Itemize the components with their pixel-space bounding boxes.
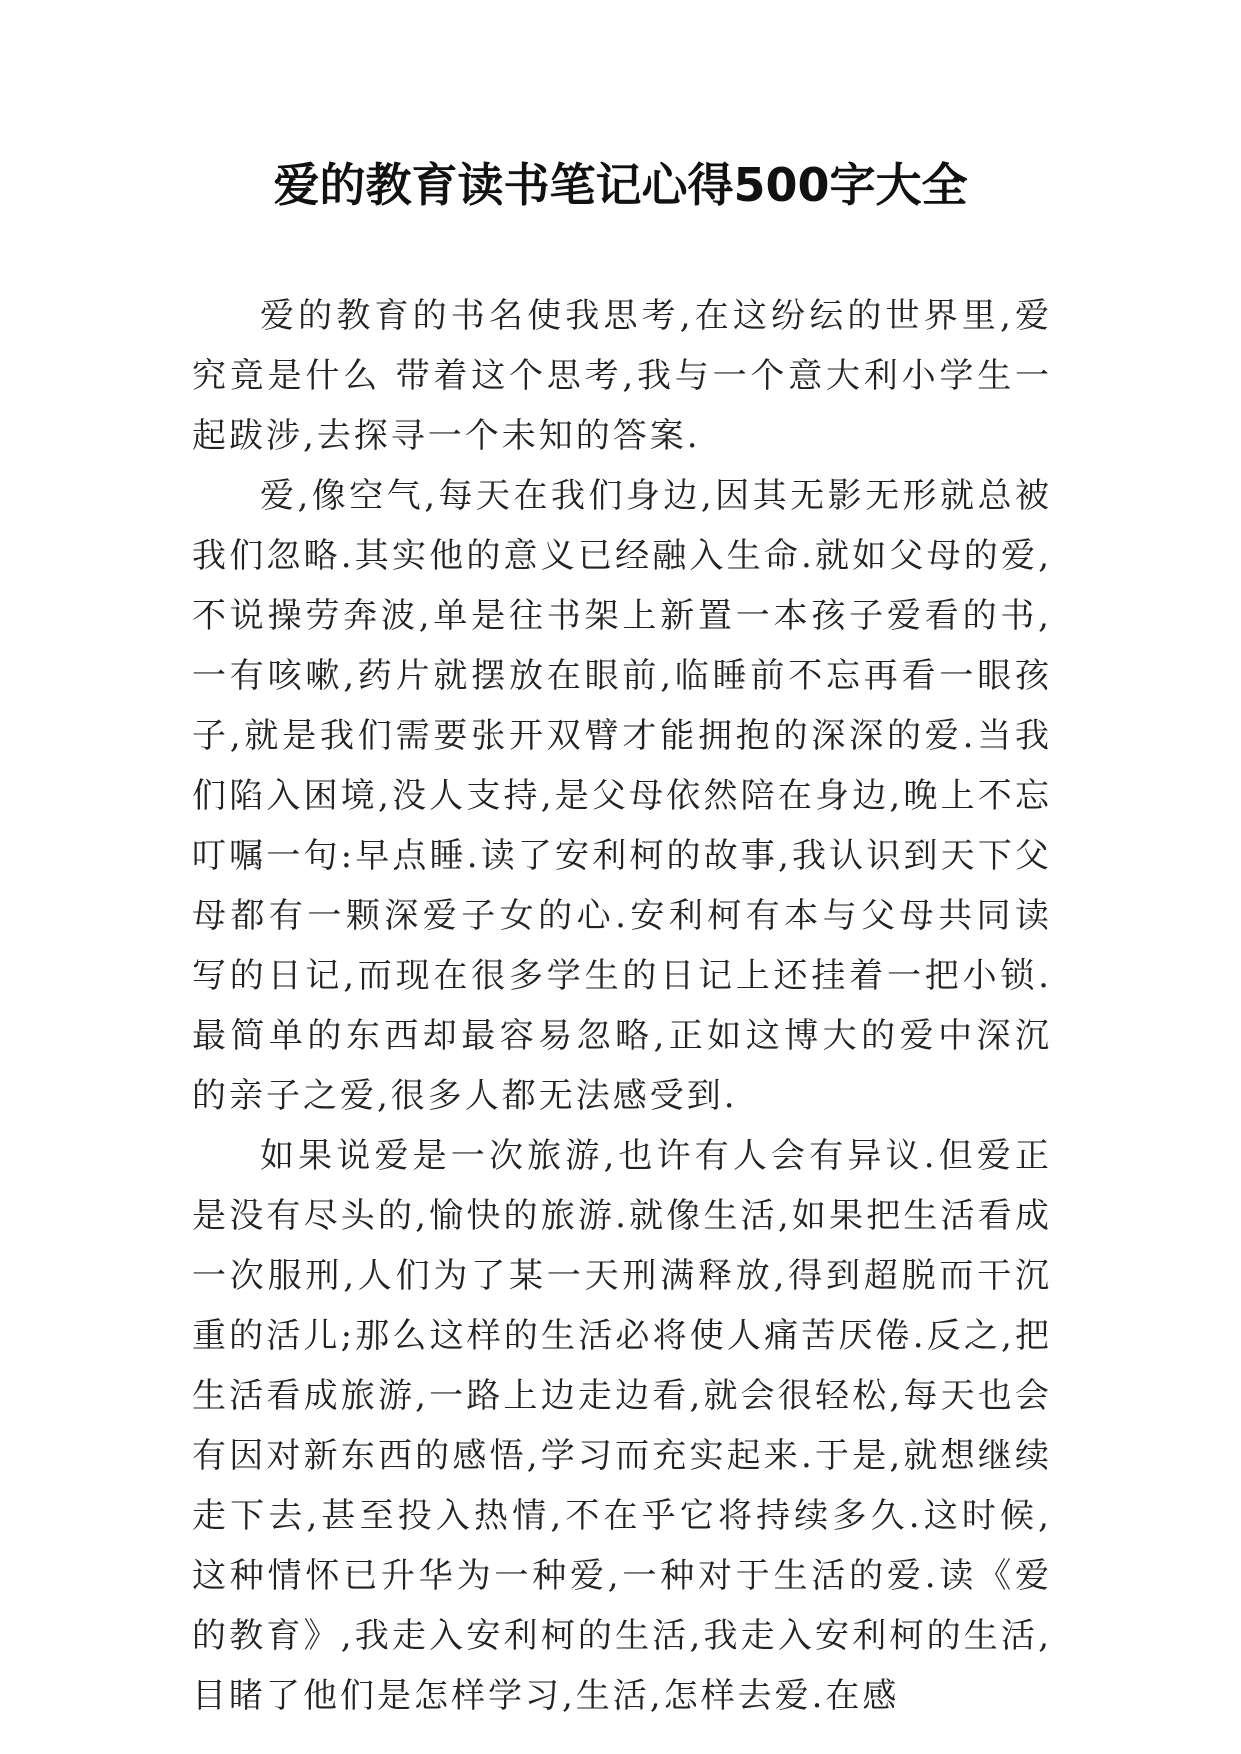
document-body: [192, 286, 1052, 1726]
paragraph-1: 爱的教育的书名使我思考,在这纷纭的世界里,爱究竟是什么 带着这个思考,我与一个意大利小学生一起跋涉,去探寻一个未知的答案.: [192, 296, 1052, 456]
paragraph-3: 如果说爱是一次旅游,也许有人会有异议.但爱正是没有尽头的,愉快的旅游.就像生活,如果把生活看成一次服刑,人们为了某一天刑满释放,得到超脱而干沉重的活儿;那么这样的生活必将使人痛苦厌倦.反之,把生活看成旅游,一路上边走边看,就会很轻松,每天也会有因对新东西的感悟,学习而充实起来.于是,就想继续走下去,甚至投入热情,不在乎它将持续多久.这时候,这种情怀已升华为一种爱,一种对于生活的爱.读《爱的教育》,我走入安利柯的生活,我走入安利柯的生活,目睹了他们是怎样学习,生活,怎样去爱.在感: [192, 1136, 1052, 1716]
document-title: 爱的教育读书笔记心得500字大全: [273, 158, 968, 212]
paragraph-2: 爱,像空气,每天在我们身边,因其无影无形就总被我们忽略.其实他的意义已经融入生命.就如父母的爱,不说操劳奔波,单是往书架上新置一本孩子爱看的书,一有咳嗽,药片就摆放在眼前,临睡前不忘再看一眼孩子,就是我们需要张开双臂才能拥抱的深深的爱.当我们陷入困境,没人支持,是父母依然陪在身边,晚上不忘叮嘱一句:早点睡.读了安利柯的故事,我认识到天下父母都有一颗深爱子女的心.安利柯有本与父母共同读写的日记,而现在很多学生的日记上还挂着一把小锁.最简单的东西却最容易忽略,正如这博大的爱中深沉的亲子之爱,很多人都无法感受到.: [192, 476, 1052, 1116]
